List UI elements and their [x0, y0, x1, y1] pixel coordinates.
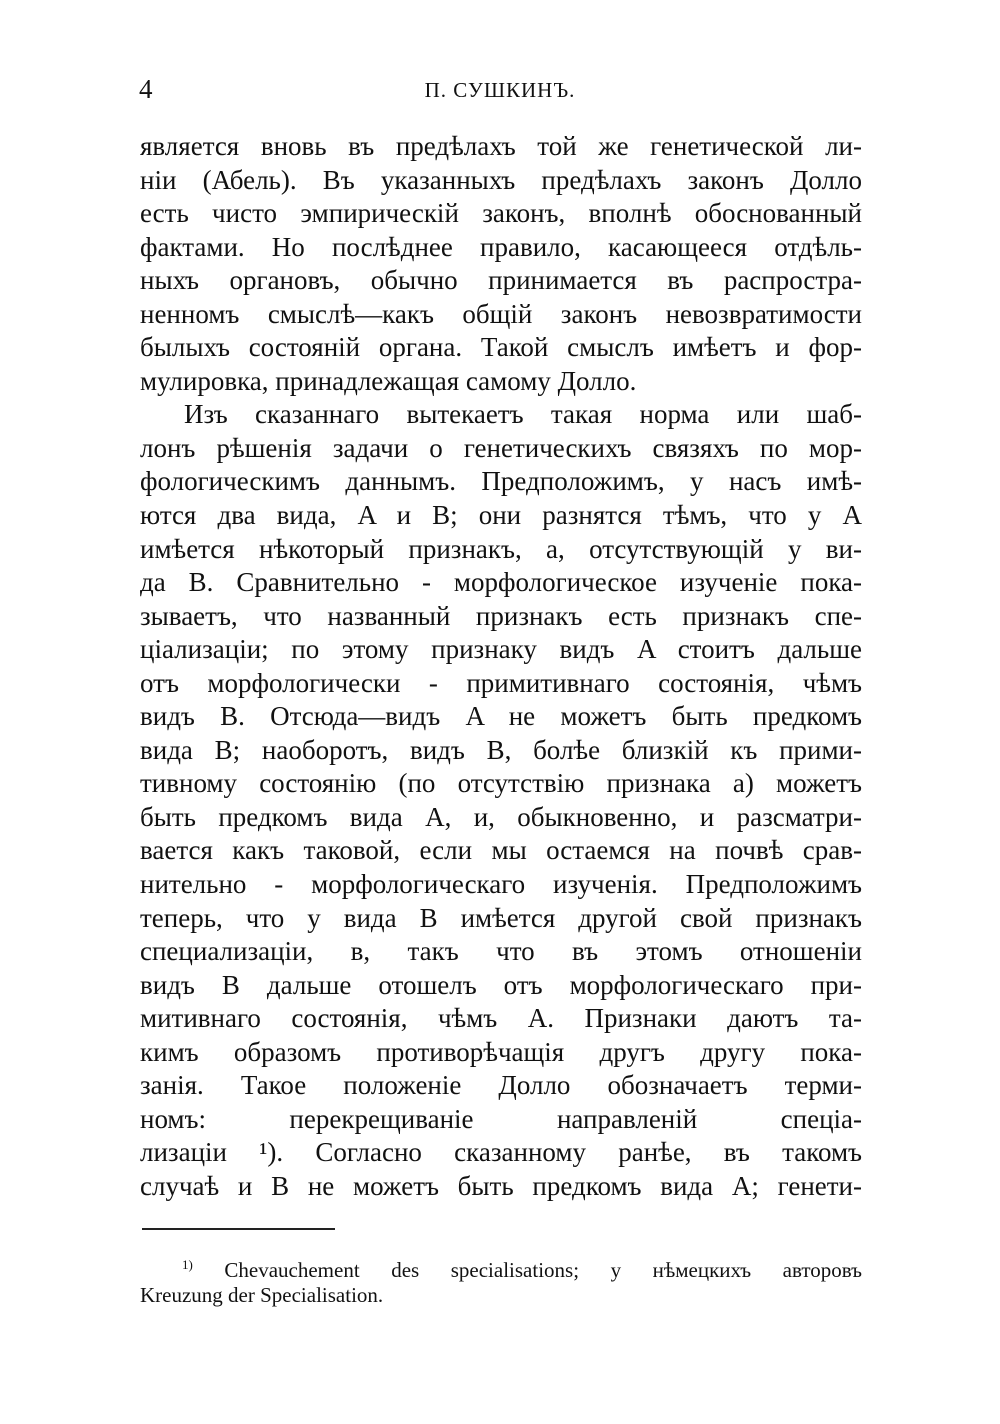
text-line: номъ: перекрещиванiе направленiй спецiа- [140, 1103, 862, 1134]
text-line: нiи (Абель). Въ указанныхъ предѣлахъ законъ Долло [140, 164, 862, 195]
text-line: отъ морфологически - примитивнаго состоянiя, чѣмъ [140, 667, 862, 698]
text-line: тивному состоянiю (по отсутствiю признака a) можетъ [140, 768, 862, 799]
page-number: 4 [139, 74, 153, 104]
footnote-marker: 1) [182, 1257, 193, 1272]
text-line: зываетъ, что названный признакъ есть признакъ спе- [140, 600, 862, 631]
text-line: имѣется нѣкоторый признакъ, a, отсутствующiй у ви- [140, 533, 862, 564]
text-line: фактами. Но послѣднее правило, касающееся отдѣль- [140, 231, 862, 262]
text-line: былыхъ состоянiй органа. Такой смыслъ имѣетъ и фор- [140, 332, 862, 363]
text-line: вается какъ таковой, если мы остаемся на почвѣ срав- [140, 835, 862, 866]
text-line: лизацiи ¹). Согласно сказанному ранѣе, въ такомъ [140, 1137, 862, 1168]
text-line: специализацiи, в, такъ что въ этомъ отношенiи [140, 936, 862, 967]
footnote-text: Chevauchement des specialisations; у нѣмецкихъ авторовъ [224, 1258, 863, 1282]
text-line: фологическимъ даннымъ. Предположимъ, у насъ имѣ- [140, 466, 862, 497]
running-title: П. СУШКИНЪ. [424, 78, 576, 102]
text-line: видъ B. Отсюда—видъ A не можетъ быть предкомъ [140, 701, 862, 732]
text-line: есть чисто эмпирическiй законъ, вполнѣ обоснованный [140, 198, 862, 229]
footnote-divider [142, 1228, 335, 1230]
text-line: ненномъ смыслѣ—какъ общiй законъ невозвратимости [140, 298, 862, 329]
text-line: да B. Сравнительно - морфологическое изученiе пока- [140, 567, 862, 598]
text-line: Изъ сказаннаго вытекаетъ такая норма или шаб- [184, 399, 862, 430]
text-line: занiя. Такое положенiе Долло обозначаетъ терми- [140, 1070, 862, 1101]
text-line: кимъ образомъ противорѣчащiя другъ другу пока- [140, 1036, 862, 1067]
text-line: видъ B дальше отошелъ отъ морфологическаго при- [140, 969, 862, 1000]
text-line: нительно - морфологическаго изученiя. Предположимъ [140, 869, 862, 900]
text-line: является вновь въ предѣлахъ той же генетической ли- [140, 131, 862, 161]
text-line: вида B; наоборотъ, видъ B, болѣе близкiй къ прими- [140, 734, 862, 765]
text-line: теперь, что у вида B имѣется другой свой признакъ [140, 902, 862, 933]
text-line: мулировка, принадлежащая самому Долло. [140, 365, 637, 396]
body-text [140, 130, 862, 1204]
text-line: быть предкомъ вида A, и, обыкновенно, и разсматри- [140, 801, 862, 832]
text-line: цiализацiи; по этому признаку видъ A стоитъ дальше [140, 634, 862, 665]
text-line: ныхъ органовъ, обычно принимается въ распростра- [140, 265, 862, 296]
text-line: ются два вида, A и B; они разнятся тѣмъ, что у A [140, 500, 862, 531]
text-line: лонъ рѣшенiя задачи о генетическихъ связяхъ по мор- [140, 432, 862, 463]
text-line: митивнаго состоянiя, чѣмъ A. Признаки даютъ та- [140, 1003, 862, 1034]
footnote-line-2: Kreuzung der Specialisation. [140, 1283, 384, 1307]
text-line: случаѣ и B не можетъ быть предкомъ вида A; генети- [140, 1170, 862, 1201]
